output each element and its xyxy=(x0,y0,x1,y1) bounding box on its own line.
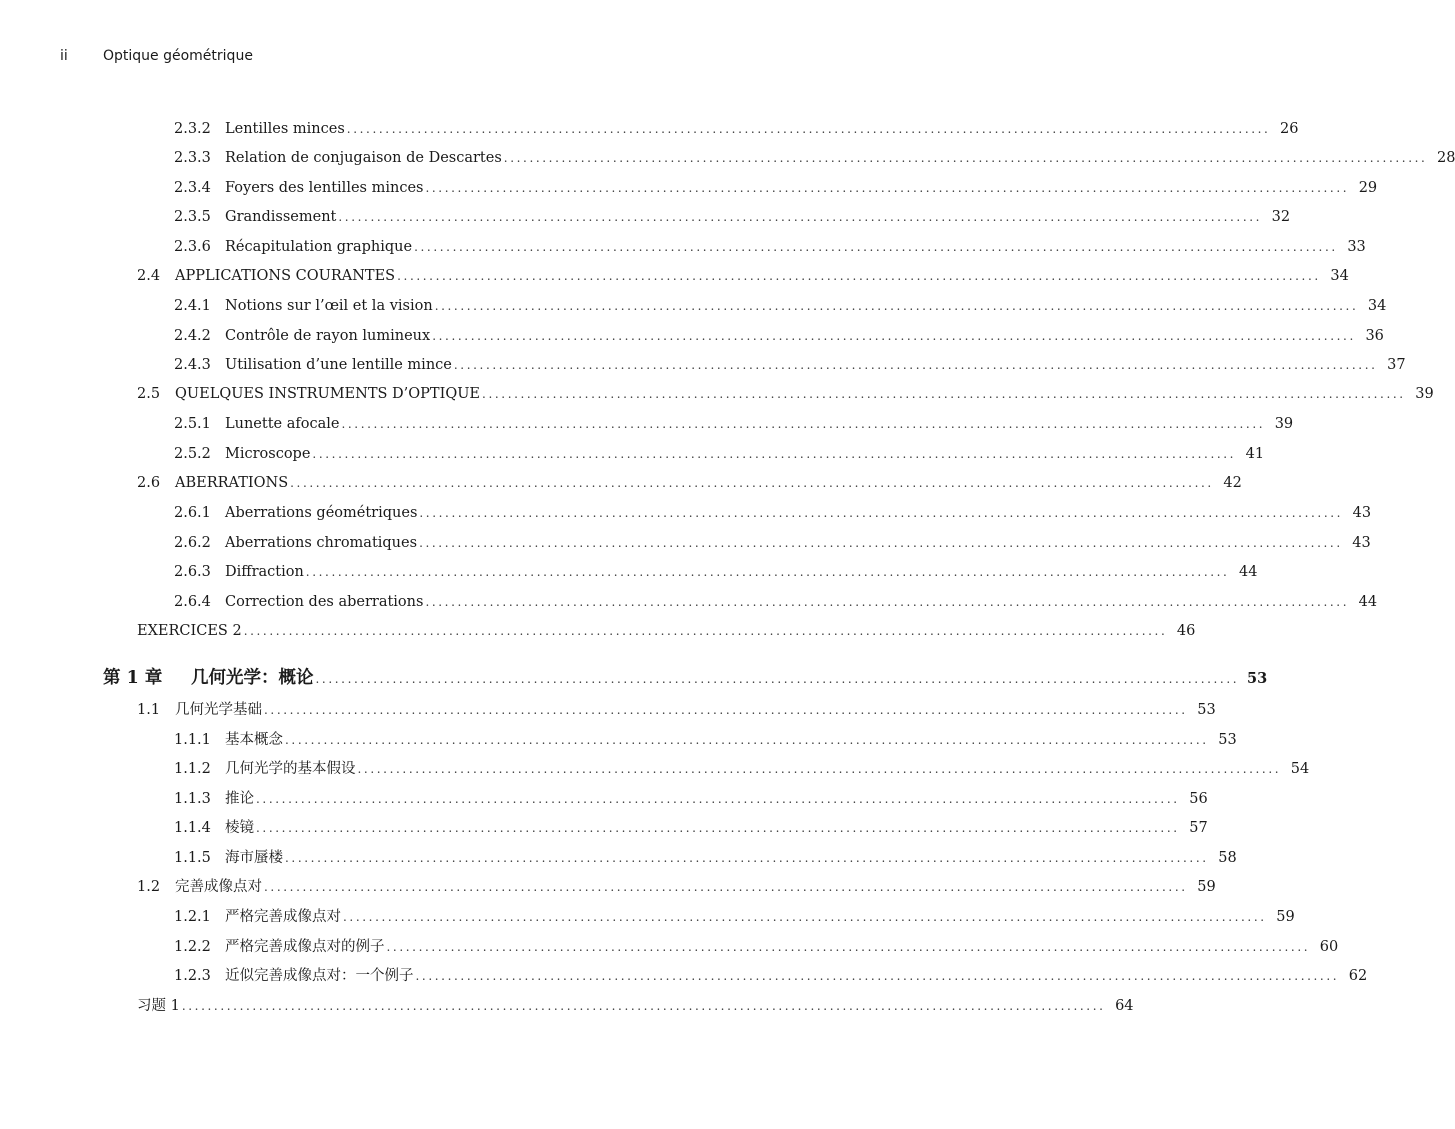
toc-entry-page: 44 xyxy=(1358,594,1378,610)
toc-entry-number: 2.4 xyxy=(137,268,161,284)
toc-entry[interactable] xyxy=(174,758,1310,780)
toc-entry-number: 1.1 xyxy=(137,702,161,718)
toc-entry-title: Foyers des lentilles minces xyxy=(225,180,424,196)
dot-leader: ................................................................................................................................................ xyxy=(338,210,1263,224)
toc-entry-page: 59 xyxy=(1276,909,1295,925)
dot-leader: ................................................................................................................................................ xyxy=(285,733,1209,747)
toc-entry-number: 2.6.3 xyxy=(174,564,211,580)
toc-entry-title: 近似完善成像点对：一个例子 xyxy=(225,968,414,984)
toc-entry-title: 基本概念 xyxy=(225,732,283,748)
dot-leader: ................................................................................................................................................ xyxy=(264,703,1188,717)
dot-leader: ................................................................................................................................................ xyxy=(386,940,1311,954)
toc-entry-number: 2.4.2 xyxy=(174,328,211,344)
dot-leader: ................................................................................................................................................ xyxy=(425,181,1350,195)
toc-chapter-title: 几何光学：概论 xyxy=(191,668,314,688)
toc-entry-page: 57 xyxy=(1189,820,1208,836)
toc-entry-page: 32 xyxy=(1271,209,1291,225)
toc-entry-title: Microscope xyxy=(225,446,311,462)
toc-entry-number: 2.6.2 xyxy=(174,535,211,551)
toc-entry[interactable] xyxy=(174,817,1208,839)
toc-entry-title: Relation de conjugaison de Descartes xyxy=(225,150,502,166)
toc-entry-page: 54 xyxy=(1290,761,1310,777)
dot-leader: ................................................................................................................................................ xyxy=(482,387,1406,401)
toc-entry-title: 习题 1 xyxy=(137,998,180,1014)
toc-entry-title: Lunette afocale xyxy=(225,416,340,432)
toc-entry[interactable] xyxy=(174,325,1384,347)
toc-entry-title: 完善成像点对 xyxy=(175,879,262,895)
toc-entry-title: Contrôle de rayon lumineux xyxy=(225,328,431,344)
toc-entry[interactable] xyxy=(137,620,1196,642)
toc-entry-page: 42 xyxy=(1223,475,1242,491)
dot-leader: ................................................................................................................................................ xyxy=(357,762,1282,776)
toc-entry-title: Lentilles minces xyxy=(225,121,345,137)
header-title: Optique géométrique xyxy=(103,48,253,64)
toc-entry-number: 2.6 xyxy=(137,475,161,491)
toc-entry-title: Aberrations chromatiques xyxy=(225,535,418,551)
toc-entry-number: 1.1.3 xyxy=(174,791,211,807)
toc-entry-number: 1.2.1 xyxy=(174,909,211,925)
toc-entry[interactable] xyxy=(174,502,1372,524)
dot-leader: ................................................................................................................................................ xyxy=(341,417,1266,431)
toc-entry-title: 海市蜃楼 xyxy=(225,850,283,866)
toc-entry-title: 严格完善成像点对 xyxy=(225,909,341,925)
toc-entry[interactable] xyxy=(174,729,1237,751)
toc-entry-number: 1.1.4 xyxy=(174,820,211,836)
toc-entry[interactable] xyxy=(174,965,1368,987)
toc-entry[interactable] xyxy=(174,236,1366,258)
dot-leader: ................................................................................................................................................ xyxy=(305,565,1230,579)
toc-entry-number: 1.2.3 xyxy=(174,968,211,984)
toc-entry[interactable] xyxy=(174,906,1295,928)
toc-entry[interactable] xyxy=(174,177,1378,199)
dot-leader: ................................................................................................................................................ xyxy=(503,151,1428,165)
toc-chapter-page: 53 xyxy=(1247,670,1268,687)
toc-entry-number: 2.5.1 xyxy=(174,416,211,432)
toc-entry-page: 60 xyxy=(1319,939,1339,955)
toc-entry[interactable] xyxy=(137,699,1216,721)
toc-entry[interactable] xyxy=(137,383,1434,405)
toc-entry-title: Notions sur l’œil et la vision xyxy=(225,298,433,314)
toc-entry-title: APPLICATIONS COURANTES xyxy=(175,268,396,284)
toc-entry[interactable] xyxy=(174,147,1455,169)
dot-leader: ................................................................................................................................................ xyxy=(290,476,1214,490)
toc-entry-title: Aberrations géométriques xyxy=(225,505,418,521)
dot-leader: ................................................................................................................................................ xyxy=(256,821,1180,835)
dot-leader: ................................................................................................................................................ xyxy=(285,851,1209,865)
dot-leader: ................................................................................................................................................ xyxy=(434,299,1359,313)
toc-entry-number: 2.3.5 xyxy=(174,209,211,225)
toc-entry-title: Utilisation d’une lentille mince xyxy=(225,357,452,373)
dot-leader: ................................................................................................................................................ xyxy=(415,969,1340,983)
dot-leader: ................................................................................................................................................ xyxy=(397,269,1321,283)
toc-entry-number: 2.3.2 xyxy=(174,121,211,137)
dot-leader: ................................................................................................................................................ xyxy=(243,624,1168,638)
toc-entry-page: 43 xyxy=(1352,505,1372,521)
dot-leader: ................................................................................................................................................ xyxy=(312,447,1237,461)
dot-leader: ................................................................................................................................................ xyxy=(432,329,1356,343)
toc-entry-page: 62 xyxy=(1348,968,1368,984)
toc-entry-page: 29 xyxy=(1358,180,1378,196)
toc-entry-page: 53 xyxy=(1218,732,1237,748)
toc-entry[interactable] xyxy=(174,206,1291,228)
toc-entry-number: 2.5.2 xyxy=(174,446,211,462)
toc-entry-page: 56 xyxy=(1189,791,1208,807)
toc-entry-page: 37 xyxy=(1387,357,1406,373)
toc-entry-number: 2.3.3 xyxy=(174,150,211,166)
toc-entry[interactable] xyxy=(174,561,1258,583)
toc-entry-title: Grandissement xyxy=(225,209,337,225)
toc-entry-title: Correction des aberrations xyxy=(225,594,424,610)
toc-chapter-number: 第 1 章 xyxy=(103,668,163,688)
toc-entry-page: 64 xyxy=(1115,998,1134,1014)
toc-entry-title: 推论 xyxy=(225,791,254,807)
toc-chapter[interactable] xyxy=(103,665,1268,691)
toc-entry-title: 棱镜 xyxy=(225,820,254,836)
dot-leader: ................................................................................................................................................ xyxy=(425,595,1350,609)
toc-entry-number: 2.6.1 xyxy=(174,505,211,521)
toc-entry-number: 2.3.6 xyxy=(174,239,211,255)
toc-entry-title: EXERCICES 2 xyxy=(137,623,242,639)
toc-entry-page: 41 xyxy=(1245,446,1265,462)
toc-entry-title: ABERRATIONS xyxy=(175,475,289,491)
dot-leader: ................................................................................................................................................ xyxy=(343,910,1267,924)
dot-leader: ................................................................................................................................................ xyxy=(181,999,1106,1013)
toc-entry-number: 1.1.1 xyxy=(174,732,211,748)
dot-leader: ................................................................................................................................................ xyxy=(419,506,1344,520)
toc-entry[interactable] xyxy=(137,265,1349,287)
dot-leader: ................................................................................................................................................ xyxy=(419,536,1343,550)
toc-entry-number: 2.3.4 xyxy=(174,180,211,196)
toc-entry-page: 43 xyxy=(1352,535,1371,551)
toc-entry-page: 28 xyxy=(1437,150,1455,166)
toc-entry-page: 39 xyxy=(1274,416,1294,432)
toc-entry[interactable] xyxy=(137,995,1134,1017)
dot-leader: ................................................................................................................................................ xyxy=(453,358,1378,372)
dot-leader: ................................................................................................................................................ xyxy=(256,792,1180,806)
toc-entry-page: 53 xyxy=(1197,702,1216,718)
toc-entry[interactable] xyxy=(174,295,1387,317)
toc-entry-number: 2.5 xyxy=(137,386,161,402)
toc-entry[interactable] xyxy=(174,413,1294,435)
toc-entry[interactable] xyxy=(174,532,1371,554)
toc-entry-page: 39 xyxy=(1415,386,1434,402)
toc-entry[interactable] xyxy=(174,788,1208,810)
toc-entry-page: 26 xyxy=(1280,121,1299,137)
toc-entry-number: 1.1.5 xyxy=(174,850,211,866)
toc-entry-page: 59 xyxy=(1197,879,1216,895)
toc-entry-number: 1.2.2 xyxy=(174,939,211,955)
toc-entry[interactable] xyxy=(174,847,1237,869)
dot-leader: ................................................................................................................................................ xyxy=(346,122,1271,136)
dot-leader: ................................................................................................................................................ xyxy=(264,880,1188,894)
toc-entry[interactable] xyxy=(174,591,1378,613)
toc-entry[interactable] xyxy=(174,354,1406,376)
toc-entry-page: 36 xyxy=(1365,328,1384,344)
dot-leader: ................................................................................................................................................ xyxy=(414,240,1338,254)
toc-entry-number: 2.4.1 xyxy=(174,298,211,314)
toc-entry[interactable] xyxy=(137,472,1242,494)
toc-entry-number: 1.2 xyxy=(137,879,161,895)
toc-entry-number: 2.6.4 xyxy=(174,594,211,610)
toc-entry-page: 58 xyxy=(1218,850,1237,866)
toc-entry-page: 34 xyxy=(1367,298,1387,314)
toc-entry-title: 几何光学的基本假设 xyxy=(225,761,356,777)
toc-entry-page: 33 xyxy=(1347,239,1366,255)
header-page-number: ii xyxy=(60,48,68,64)
toc-entry-number: 1.1.2 xyxy=(174,761,211,777)
toc-entry-title: Diffraction xyxy=(225,564,304,580)
toc-entry-page: 34 xyxy=(1330,268,1349,284)
toc-entry-title: 几何光学基础 xyxy=(175,702,262,718)
dot-leader: ................................................................................................................................................ xyxy=(315,672,1240,686)
toc-entry-title: Récapitulation graphique xyxy=(225,239,413,255)
toc-entry[interactable] xyxy=(174,118,1299,140)
toc-entry-page: 44 xyxy=(1239,564,1258,580)
toc-entry-page: 46 xyxy=(1176,623,1196,639)
toc-entry[interactable] xyxy=(174,936,1339,958)
toc-entry-title: 严格完善成像点对的例子 xyxy=(225,939,385,955)
toc-entry-title: QUELQUES INSTRUMENTS D’OPTIQUE xyxy=(175,386,481,402)
toc-entry[interactable] xyxy=(137,876,1216,898)
toc-entry[interactable] xyxy=(174,443,1265,465)
toc-entry-number: 2.4.3 xyxy=(174,357,211,373)
